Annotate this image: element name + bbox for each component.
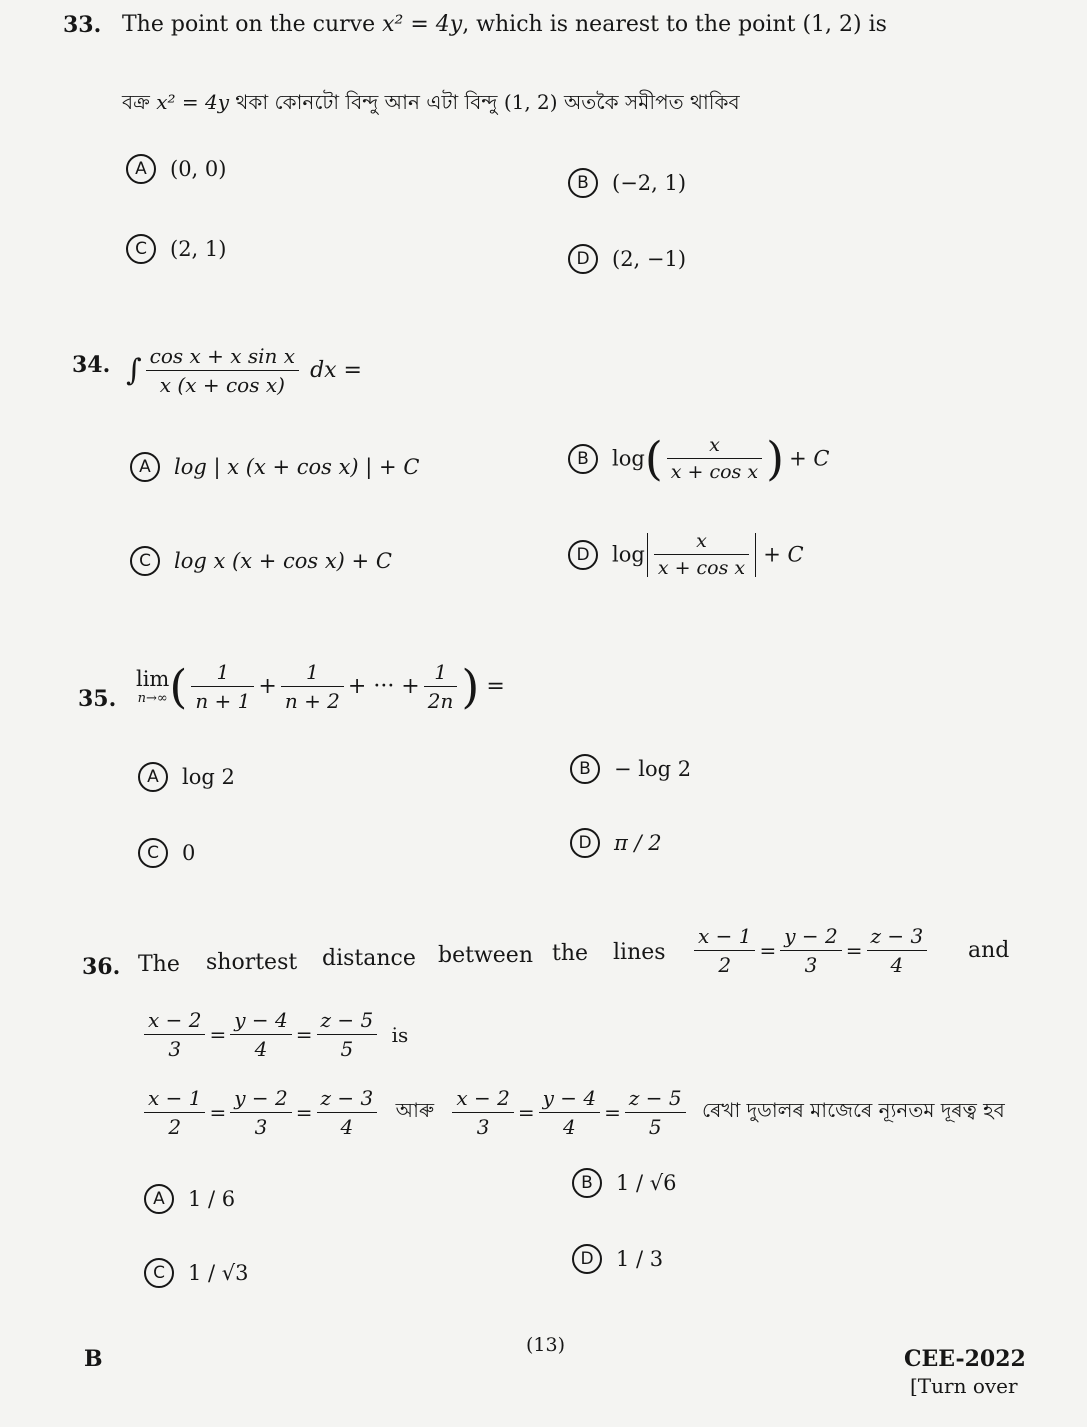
fraction-numerator: x − 2 xyxy=(144,1008,205,1035)
line-fraction xyxy=(317,1086,378,1139)
option-suffix: + C xyxy=(789,446,830,471)
equals-sign: = xyxy=(295,1100,313,1125)
option-c[interactable] xyxy=(130,546,392,576)
line-fraction xyxy=(625,1086,686,1139)
fraction-numerator: y − 4 xyxy=(539,1086,601,1113)
line-2-equation xyxy=(140,1008,408,1061)
option-d[interactable] xyxy=(570,828,662,858)
fraction-denominator: 3 xyxy=(168,1037,182,1061)
option-a[interactable] xyxy=(144,1184,235,1214)
integrand-denominator: x (x + cos x) xyxy=(159,373,285,397)
integral-tail: dx = xyxy=(310,358,362,383)
left-paren: ( xyxy=(169,659,188,714)
line-fraction xyxy=(539,1086,601,1139)
option-text: (2, 1) xyxy=(170,237,227,261)
fraction-denominator: 4 xyxy=(254,1037,268,1061)
option-letter: D xyxy=(568,244,598,274)
option-text: (0, 0) xyxy=(170,157,227,181)
option-d[interactable] xyxy=(572,1244,663,1274)
plus-sign: + xyxy=(258,674,277,699)
option-text: log 2 xyxy=(182,765,235,789)
option-c[interactable] xyxy=(138,838,195,868)
fraction-denominator: 3 xyxy=(254,1115,268,1139)
fraction-numerator: y − 2 xyxy=(230,1086,292,1113)
question-text-after: , which is nearest to the point (1, 2) is xyxy=(462,12,887,37)
option-text: 1 / √3 xyxy=(188,1261,249,1285)
option-a[interactable] xyxy=(126,154,226,184)
line-fraction xyxy=(780,924,842,977)
question-word-is: is xyxy=(391,1022,409,1047)
question-word: shortest xyxy=(206,950,298,975)
line-1-equation xyxy=(690,924,931,977)
option-b[interactable] xyxy=(572,1168,677,1198)
limit-word: lim xyxy=(136,667,170,691)
option-text: (2, −1) xyxy=(612,247,687,271)
option-c[interactable] xyxy=(126,234,226,264)
option-letter: C xyxy=(144,1258,174,1288)
question-expression xyxy=(136,660,505,713)
option-letter: B xyxy=(568,168,598,198)
option-text: π / 2 xyxy=(614,831,662,855)
fraction-numerator: x − 2 xyxy=(452,1086,513,1113)
question-word: The xyxy=(138,952,180,977)
option-letter: A xyxy=(138,762,168,792)
abs-bar-right xyxy=(755,533,756,577)
line-fraction xyxy=(867,924,928,977)
fraction-numerator: z − 3 xyxy=(867,924,928,951)
fraction-denominator: 3 xyxy=(804,953,818,977)
fraction-denominator: n + 1 xyxy=(195,689,251,713)
option-text: 1 / 3 xyxy=(616,1247,664,1271)
bengali-line-equations xyxy=(140,1086,1005,1139)
integrand-fraction xyxy=(146,344,299,397)
line-fraction xyxy=(230,1086,292,1139)
limit-subscript: n→∞ xyxy=(137,691,168,706)
question-text-before: The point on the curve xyxy=(122,12,376,37)
option-letter: A xyxy=(130,452,160,482)
question-word: the xyxy=(552,941,589,966)
option-text: 1 / 6 xyxy=(188,1187,236,1211)
bengali-prefix: বক্ৰ xyxy=(122,90,150,114)
option-letter: A xyxy=(144,1184,174,1214)
option-text: 0 xyxy=(182,841,196,865)
fraction-denominator: 4 xyxy=(340,1115,354,1139)
option-fraction xyxy=(654,530,749,579)
limit-operator xyxy=(136,667,169,706)
equals-sign: = xyxy=(604,1100,621,1125)
option-letter: B xyxy=(572,1168,602,1198)
option-a[interactable] xyxy=(138,762,235,792)
fraction-numerator: y − 4 xyxy=(230,1008,292,1035)
option-d[interactable] xyxy=(568,244,686,274)
question-word: distance xyxy=(322,946,416,971)
line-fraction xyxy=(452,1086,513,1139)
fraction-denominator: n + 2 xyxy=(284,689,340,713)
curve-equation: x² = 4y xyxy=(382,12,463,37)
abs-bar-left xyxy=(647,533,648,577)
question-number: 34. xyxy=(72,352,111,378)
right-paren: ) xyxy=(766,431,785,486)
fraction-numerator: 1 xyxy=(281,660,344,687)
fraction-denominator: 2 xyxy=(718,953,732,977)
question-number: 33. xyxy=(63,12,102,38)
fraction-numerator: z − 5 xyxy=(625,1086,686,1113)
integral-sign: ∫ xyxy=(126,353,142,388)
option-log: log xyxy=(612,542,645,567)
option-numerator: x xyxy=(667,434,762,459)
option-letter: D xyxy=(568,540,598,570)
question-word: between xyxy=(438,943,533,968)
line-fraction xyxy=(144,1008,205,1061)
turn-over: [Turn over xyxy=(910,1374,1018,1398)
question-word: lines xyxy=(613,940,666,965)
bengali-tail: ৰেখা দুডালৰ মাজেৰে ন্যূনতম দূৰত্ব হব xyxy=(701,1098,1005,1122)
option-b[interactable] xyxy=(570,754,691,784)
option-letter: A xyxy=(126,154,156,184)
page-number: (13) xyxy=(526,1334,566,1356)
left-paren: ( xyxy=(644,431,663,486)
fraction-denominator: 5 xyxy=(648,1115,662,1139)
line-fraction xyxy=(317,1008,378,1061)
option-denominator: x + cos x xyxy=(657,557,746,579)
option-fraction xyxy=(667,434,762,483)
option-b[interactable] xyxy=(568,431,830,486)
option-letter: C xyxy=(130,546,160,576)
fraction-3 xyxy=(424,660,458,713)
question-expression xyxy=(126,344,362,397)
fraction-denominator: 5 xyxy=(340,1037,354,1061)
set-code: B xyxy=(84,1346,103,1372)
option-letter: D xyxy=(570,828,600,858)
fraction-numerator: x − 1 xyxy=(144,1086,205,1113)
option-text: log x (x + cos x) + C xyxy=(174,549,392,573)
fraction-denominator: 2 xyxy=(168,1115,182,1139)
ellipsis-sum: + ··· + xyxy=(347,674,420,699)
option-log: log xyxy=(612,446,645,471)
bengali-curve-equation: x² = 4y xyxy=(156,90,230,114)
option-letter: B xyxy=(568,444,598,474)
option-letter: C xyxy=(138,838,168,868)
option-text: 1 / √6 xyxy=(616,1171,677,1195)
line-fraction xyxy=(694,924,755,977)
fraction-1 xyxy=(191,660,254,713)
question-number: 36. xyxy=(82,954,121,980)
fraction-numerator: y − 2 xyxy=(780,924,842,951)
equals-sign: = xyxy=(209,1022,227,1047)
fraction-denominator: 4 xyxy=(890,953,904,977)
option-letter: D xyxy=(572,1244,602,1274)
option-letter: B xyxy=(570,754,600,784)
equals-sign: = xyxy=(759,938,777,963)
fraction-numerator: x − 1 xyxy=(694,924,755,951)
equals-sign: = xyxy=(486,674,505,699)
option-a[interactable] xyxy=(130,452,419,482)
exam-code: CEE-2022 xyxy=(904,1346,1026,1372)
option-letter: C xyxy=(126,234,156,264)
line-fraction xyxy=(144,1086,205,1139)
integrand-numerator: cos x + x sin x xyxy=(146,344,299,371)
fraction-denominator: 4 xyxy=(562,1115,576,1139)
fraction-numerator: z − 3 xyxy=(317,1086,378,1113)
question-word-and: and xyxy=(968,938,1010,963)
option-text: (−2, 1) xyxy=(612,171,687,195)
fraction-denominator: 2n xyxy=(427,689,454,713)
equals-sign: = xyxy=(209,1100,227,1125)
option-d[interactable] xyxy=(568,530,804,579)
option-numerator: x xyxy=(654,530,749,555)
fraction-numerator: 1 xyxy=(424,660,458,687)
equals-sign: = xyxy=(295,1022,313,1047)
option-suffix: + C xyxy=(763,542,804,567)
option-denominator: x + cos x xyxy=(670,461,759,483)
question-text-bengali xyxy=(122,88,740,121)
option-text: log | x (x + cos x) | + C xyxy=(174,455,420,479)
fraction-2 xyxy=(281,660,344,713)
bengali-suffix: থকা কোনটো বিন্দু আন এটা বিন্দু (1, 2) অতকৈ সমীপত থাকিব xyxy=(235,90,740,114)
line-fraction xyxy=(230,1008,292,1061)
option-b[interactable] xyxy=(568,168,686,198)
question-text xyxy=(122,12,887,37)
question-number: 35. xyxy=(78,686,117,712)
equals-sign: = xyxy=(517,1100,535,1125)
option-text: − log 2 xyxy=(614,757,692,781)
fraction-denominator: 3 xyxy=(476,1115,490,1139)
right-paren: ) xyxy=(461,659,480,714)
fraction-numerator: 1 xyxy=(191,660,254,687)
option-c[interactable] xyxy=(144,1258,249,1288)
equals-sign: = xyxy=(845,938,863,963)
bengali-and: আৰু xyxy=(395,1098,434,1122)
fraction-numerator: z − 5 xyxy=(317,1008,378,1035)
